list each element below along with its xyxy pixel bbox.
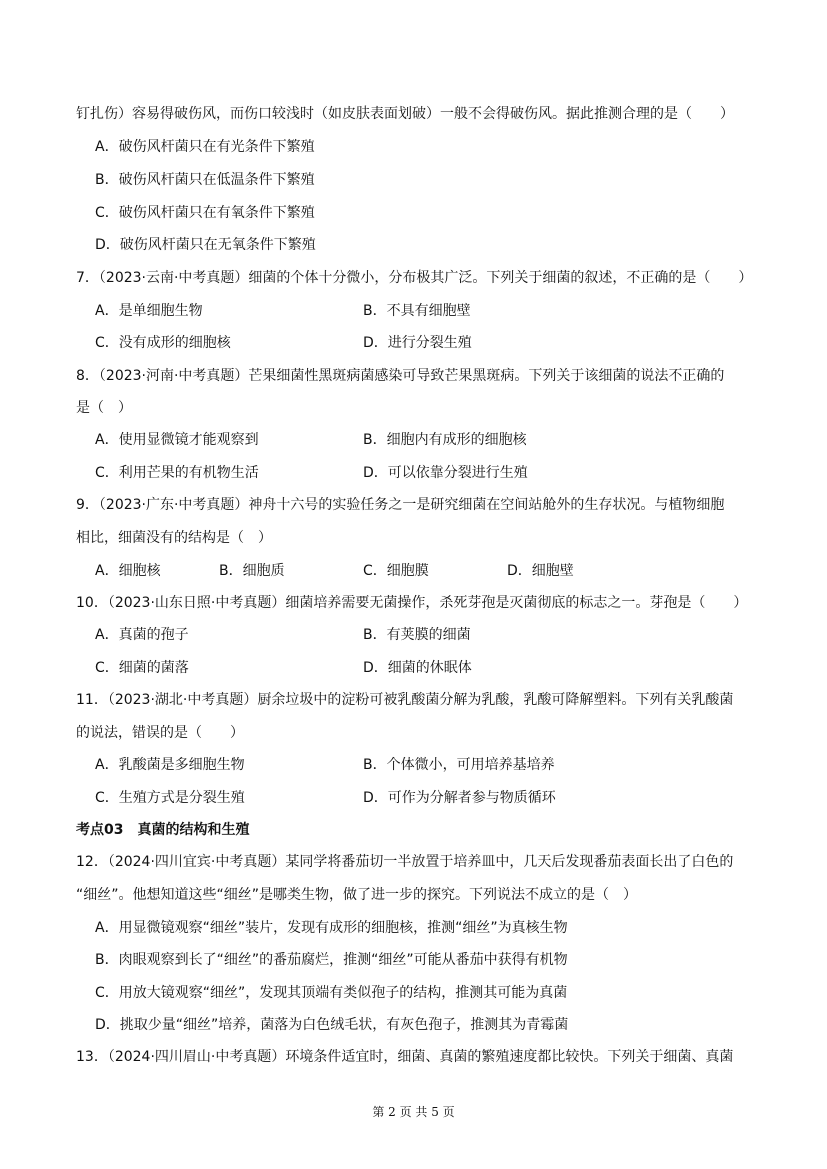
q6-stem-tail: 钉扎伤）容易得破伤风，而伤口较浅时（如皮肤表面划破）一般不会得破伤风。据此推测合理的是（ ） <box>76 106 734 122</box>
q12-stem-line2: “细丝”。他想知道这些“细丝”是哪类生物，做了进一步的探究。下列说法不成立的是（ ） <box>76 887 638 903</box>
q6-option-d: D．破伤风杆菌只在无氧条件下繁殖 <box>95 237 316 253</box>
q13-stem-line1: 13．（2024·四川眉山·中考真题）环境条件适宜时，细菌、真菌的繁殖速度都比较快。下列关于细菌、真菌 <box>76 1049 734 1065</box>
q9-option-a: A．细胞核 <box>95 563 161 579</box>
q11-option-b: B．个体微小，可用培养基培养 <box>363 757 555 773</box>
q8-option-c: C．利用芒果的有机物生活 <box>95 465 259 481</box>
q8-option-a: A．使用显微镜才能观察到 <box>95 432 259 448</box>
q12-option-c: C．用放大镜观察“细丝”，发现其顶端有类似孢子的结构，推测其可能为真菌 <box>95 985 568 1001</box>
q11-stem-line2: 的说法，错误的是（ ） <box>76 725 244 741</box>
q9-stem-line2: 相比，细菌没有的结构是（ ） <box>76 530 272 546</box>
q8-option-d: D．可以依靠分裂进行生殖 <box>363 465 528 481</box>
q11-option-a: A．乳酸菌是多细胞生物 <box>95 757 245 773</box>
q6-option-a: A．破伤风杆菌只在有光条件下繁殖 <box>95 139 315 155</box>
q7-option-a: A．是单细胞生物 <box>95 303 203 319</box>
q10-option-c: C．细菌的菌落 <box>95 660 189 676</box>
q11-stem-line1: 11．（2023·湖北·中考真题）厨余垃圾中的淀粉可被乳酸菌分解为乳酸，乳酸可降解塑料。下列有关乳酸菌 <box>76 692 734 708</box>
q9-stem-line1: 9．（2023·广东·中考真题）神舟十六号的实验任务之一是研究细菌在空间站舱外的生存状况。与植物细胞 <box>76 497 725 513</box>
q8-option-b: B．细胞内有成形的细胞核 <box>363 432 527 448</box>
page-number: 第 2 页 共 5 页 <box>372 1105 455 1119</box>
q6-option-b: B．破伤风杆菌只在低温条件下繁殖 <box>95 172 315 188</box>
q7-option-c: C．没有成形的细胞核 <box>95 335 231 351</box>
q7-option-b: B．不具有细胞壁 <box>363 303 471 319</box>
q10-option-a: A．真菌的孢子 <box>95 627 189 643</box>
q10-option-d: D．细菌的休眠体 <box>363 660 472 676</box>
q10-stem: 10．（2023·山东日照·中考真题）细菌培养需要无菌操作，杀死芽孢是灭菌彻底的标志之一。芽孢是（ ） <box>76 595 748 611</box>
q9-option-b: B．细胞质 <box>219 563 285 579</box>
q7-option-d: D．进行分裂生殖 <box>363 335 472 351</box>
section-heading: 考点03 真菌的结构和生殖 <box>76 822 250 838</box>
q12-option-b: B．肉眼观察到长了“细丝”的番茄腐烂，推测“细丝”可能从番茄中获得有机物 <box>95 952 568 968</box>
q11-option-d: D．可作为分解者参与物质循环 <box>363 790 556 806</box>
q10-option-b: B．有荚膜的细菌 <box>363 627 471 643</box>
q7-stem: 7．（2023·云南·中考真题）细菌的个体十分微小，分布极其广泛。下列关于细菌的叙述，不正确的是（ ） <box>76 270 753 286</box>
q8-stem-line2: 是（ ） <box>76 400 132 416</box>
q12-stem-line1: 12．（2024·四川宜宾·中考真题）某同学将番茄切一半放置于培养皿中，几天后发现番茄表面长出了白色的 <box>76 854 734 870</box>
q8-stem-line1: 8．（2023·河南·中考真题）芒果细菌性黑斑病菌感染可导致芒果黑斑病。下列关于该细菌的说法不正确的 <box>76 368 725 384</box>
q11-option-c: C．生殖方式是分裂生殖 <box>95 790 245 806</box>
q12-option-d: D．挑取少量“细丝”培养，菌落为白色绒毛状，有灰色孢子，推测其为青霉菌 <box>95 1017 569 1033</box>
q6-option-c: C．破伤风杆菌只在有氧条件下繁殖 <box>95 205 315 221</box>
q12-option-a: A．用显微镜观察“细丝”装片，发现有成形的细胞核，推测“细丝”为真核生物 <box>95 920 568 936</box>
q9-option-c: C．细胞膜 <box>363 563 429 579</box>
q9-option-d: D．细胞壁 <box>507 563 574 579</box>
